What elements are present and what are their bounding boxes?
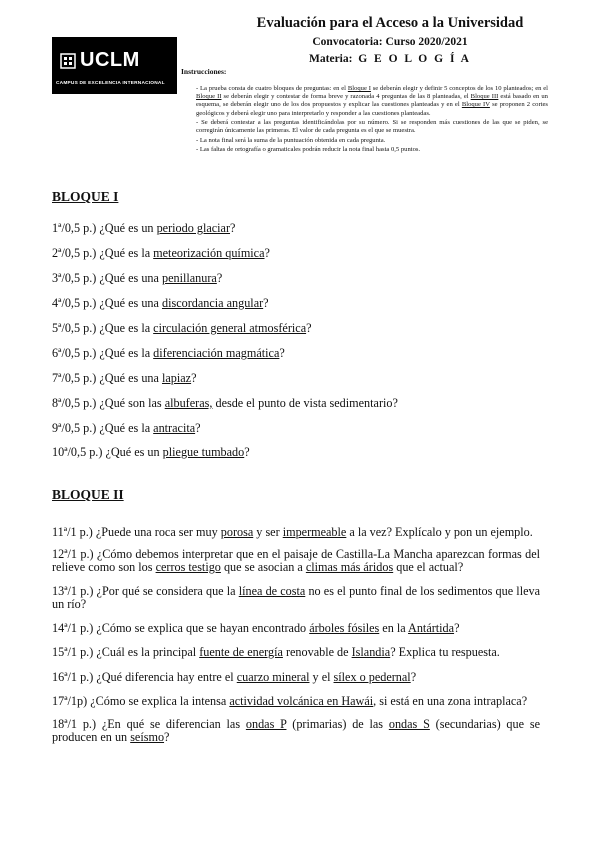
text-segment: 18ª/1 p.) ¿En qué se diferencian las bbox=[52, 717, 246, 731]
question-12 bbox=[52, 548, 540, 574]
text-segment: 5ª/0,5 p.) ¿Que es la bbox=[52, 321, 154, 335]
underlined-term: fuente de energía bbox=[199, 645, 283, 659]
underlined-term: periodo glaciar bbox=[156, 221, 231, 235]
text-segment: (secundarias) que se producen en un bbox=[52, 717, 540, 744]
instruction-text: se proponen 2 cortes geológicos y deberá elegir uno para interpretarlo y responder a las cuestiones planteadas. bbox=[196, 101, 548, 117]
underlined-term: ondas S bbox=[388, 717, 430, 731]
text-segment: no es el punto final de los sedimentos que lleva un río? bbox=[52, 584, 540, 611]
question-16 bbox=[52, 671, 540, 684]
logo-subtitle: CAMPUS DE EXCELENCIA INTERNACIONAL bbox=[56, 81, 165, 86]
convocatoria: Convocatoria: Curso 2020/2021 bbox=[312, 36, 468, 48]
text-segment: 14ª/1 p.) ¿Cómo se explica que se hayan encontrado bbox=[52, 621, 310, 635]
instruction-text: está basado en un esquema, se deberán elegir uno de los dos propuestos y explicar las cuestiones planteadas y en el bbox=[196, 93, 548, 109]
text-segment: 15ª/1 p.) ¿Cuál es la principal bbox=[52, 645, 200, 659]
text-segment: a la vez? Explícalo y pon un ejemplo. bbox=[346, 525, 533, 539]
text-segment: 7ª/0,5 p.) ¿Qué es una bbox=[52, 371, 162, 385]
instruction-item bbox=[196, 137, 548, 145]
question-6 bbox=[52, 347, 540, 360]
text-segment: 4ª/0,5 p.) ¿Qué es una bbox=[52, 296, 162, 310]
instruction-text: se deberán elegir y contestar de forma breve y razonada 4 preguntas de las 8 planteadas, el bbox=[221, 93, 471, 101]
text-segment: 2ª/0,5 p.) ¿Qué es la bbox=[52, 246, 154, 260]
instruction-text: - Las faltas de ortografía o gramaticales podrán reducir la nota final hasta 0,5 puntos. bbox=[196, 145, 421, 153]
underlined-term: diferenciación magmática bbox=[153, 346, 280, 360]
underlined-term: circulación general atmosférica bbox=[153, 321, 307, 335]
underlined-term: sílex o pedernal bbox=[333, 670, 411, 684]
underlined-term: discordancia angular bbox=[161, 296, 264, 310]
underlined-term: cerros testigo bbox=[155, 560, 221, 574]
text-segment: 1ª/0,5 p.) ¿Qué es un bbox=[52, 221, 157, 235]
instructions-label: Instrucciones: bbox=[181, 67, 227, 76]
instruction-text: - La nota final será la suma de la puntuación obtenida en cada pregunta. bbox=[196, 136, 386, 144]
text-segment: ? bbox=[279, 346, 285, 360]
text-segment: que se asocian a bbox=[220, 560, 306, 574]
bloque-1-title: BLOQUE I bbox=[52, 189, 119, 204]
question-5 bbox=[52, 322, 540, 335]
text-segment: 8ª/0,5 p.) ¿Qué son las bbox=[52, 396, 165, 410]
text-segment: ? Explica tu respuesta. bbox=[390, 645, 500, 659]
text-segment: ? bbox=[263, 296, 269, 310]
text-segment: ? bbox=[164, 730, 170, 744]
instruction-text: - Se deberá contestar a las preguntas identificándolas por su número. Si se responden más cuestiones de las que se piden, se corregirán únicamente las primeras. El valor de cada pregunta es el que se muestra. bbox=[196, 119, 548, 135]
uclm-logo bbox=[52, 37, 177, 94]
text-segment: renovable de bbox=[282, 645, 352, 659]
instruction-item bbox=[196, 85, 548, 118]
text-segment: y el bbox=[309, 670, 334, 684]
question-7 bbox=[52, 372, 540, 385]
underlined-term: climas más áridos bbox=[305, 560, 394, 574]
text-segment: ? bbox=[244, 445, 250, 459]
underlined-term: penillanura bbox=[161, 271, 217, 285]
text-segment: ? bbox=[264, 246, 270, 260]
underlined-term: Antártida bbox=[408, 621, 455, 635]
materia-value: G E O L O G Í A bbox=[358, 53, 471, 65]
instructions-list bbox=[196, 85, 548, 155]
materia-label: Materia: bbox=[309, 53, 353, 65]
text-segment: 9ª/0,5 p.) ¿Qué es la bbox=[52, 421, 154, 435]
question-8 bbox=[52, 397, 540, 410]
instruction-bloque-ref: Bloque I bbox=[347, 85, 371, 92]
instruction-bloque-ref: Bloque III bbox=[470, 93, 499, 101]
text-segment: ? bbox=[410, 670, 417, 684]
underlined-term: lapiaz bbox=[161, 371, 192, 385]
text-segment: que el actual? bbox=[393, 560, 464, 574]
text-segment: , si está en una zona intraplaca? bbox=[373, 694, 528, 708]
text-segment: 17ª/1p) ¿Cómo se explica la intensa bbox=[52, 694, 230, 708]
logo-name: UCLM bbox=[80, 49, 140, 71]
question-18 bbox=[52, 718, 540, 744]
text-segment: 3ª/0,5 p.) ¿Qué es una bbox=[52, 271, 162, 285]
question-2 bbox=[52, 247, 540, 260]
text-segment: 13ª/1 p.) ¿Por qué se considera que la bbox=[52, 584, 239, 598]
instruction-item bbox=[196, 119, 548, 135]
text-segment: 6ª/0,5 p.) ¿Qué es la bbox=[52, 346, 154, 360]
question-9 bbox=[52, 422, 540, 435]
question-4 bbox=[52, 297, 540, 310]
underlined-term: línea de costa bbox=[238, 584, 306, 598]
uclm-emblem-icon bbox=[60, 53, 76, 69]
underlined-term: Islandia bbox=[351, 645, 391, 659]
question-1 bbox=[52, 222, 540, 235]
underlined-term: árboles fósiles bbox=[309, 621, 380, 635]
instruction-text: se deberán elegir y definir 5 conceptos de los 10 planteados; en el bbox=[370, 85, 549, 92]
text-segment: ? bbox=[191, 371, 197, 385]
instruction-bloque-ref: Bloque II bbox=[196, 93, 222, 101]
text-segment: ? bbox=[230, 221, 236, 235]
text-segment: 10ª/0,5 p.) ¿Qué es un bbox=[52, 445, 163, 459]
question-11 bbox=[52, 526, 540, 539]
instruction-text: - La prueba consta de cuatro bloques de preguntas: en el bbox=[196, 85, 348, 92]
text-segment: 12ª/1 p.) ¿Cómo debemos interpretar que en el paisaje de Castilla-La Mancha aparezcan formas del relieve como son los bbox=[52, 547, 540, 574]
instruction-item bbox=[196, 146, 548, 154]
materia bbox=[230, 53, 550, 65]
text-segment: 11ª/1 p.) ¿Puede una roca ser muy bbox=[52, 525, 221, 539]
text-segment: 16ª/1 p.) ¿Qué diferencia hay entre el bbox=[52, 670, 237, 684]
underlined-term: ondas P bbox=[245, 717, 287, 731]
underlined-term: cuarzo mineral bbox=[236, 670, 310, 684]
text-segment: y ser bbox=[253, 525, 283, 539]
underlined-term: seísmo bbox=[130, 730, 165, 744]
text-segment: ? bbox=[216, 271, 223, 285]
underlined-term: antracita bbox=[153, 421, 196, 435]
question-10 bbox=[52, 446, 540, 459]
underlined-term: actividad volcánica en Hawái bbox=[229, 694, 374, 708]
underlined-term: pliegue tumbado bbox=[162, 445, 245, 459]
bloque-2-title: BLOQUE II bbox=[52, 487, 124, 502]
question-15 bbox=[52, 646, 540, 659]
text-segment: ? bbox=[195, 421, 201, 435]
question-17 bbox=[52, 695, 540, 708]
question-3 bbox=[52, 272, 540, 285]
text-segment: (primarias) de las bbox=[286, 717, 389, 731]
question-13 bbox=[52, 585, 540, 611]
text-segment: ? bbox=[306, 321, 312, 335]
instruction-bloque-ref: Bloque IV bbox=[461, 101, 490, 109]
underlined-term: porosa bbox=[220, 525, 254, 539]
text-segment: ? bbox=[454, 621, 460, 635]
header-title: Evaluación para el Acceso a la Universidad bbox=[256, 15, 524, 31]
underlined-term: impermeable bbox=[282, 525, 347, 539]
question-14 bbox=[52, 622, 540, 635]
underlined-term: albuferas, bbox=[164, 396, 213, 410]
underlined-term: meteorización química bbox=[153, 246, 265, 260]
text-segment: desde el punto de vista sedimentario? bbox=[212, 396, 398, 410]
text-segment: en la bbox=[379, 621, 409, 635]
